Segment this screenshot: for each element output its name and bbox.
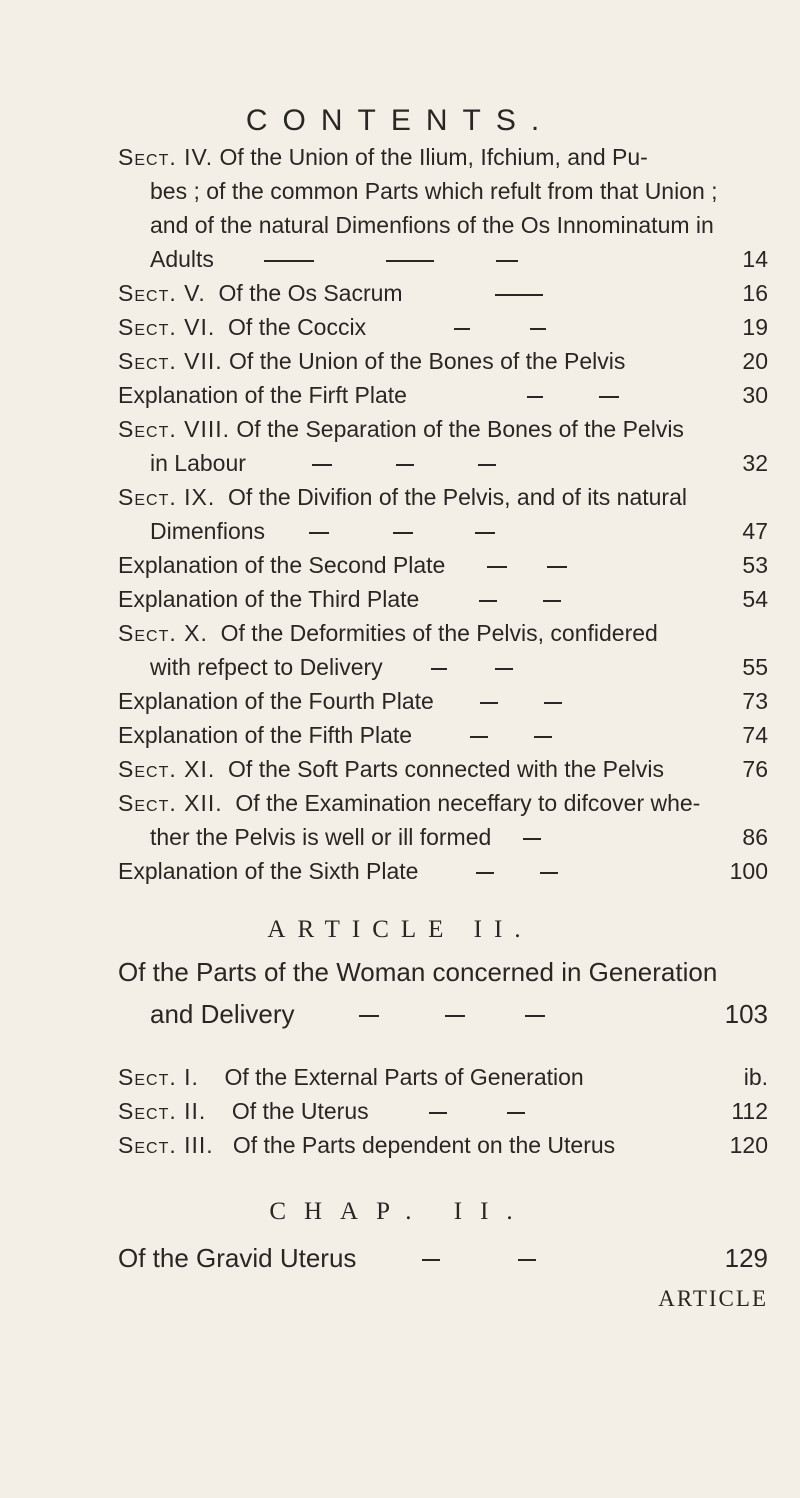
leader-dash <box>393 532 413 534</box>
entry-text: Of the Separation of the Bones of the Pelvis <box>236 416 684 442</box>
toc-entry <box>118 1238 768 1278</box>
entry-text: and of the natural Dimenfions of the Os Innominatum in <box>150 212 714 238</box>
toc-entry <box>118 718 768 752</box>
entry-text: with refpect to Delivery <box>150 654 383 680</box>
leader-dash <box>445 1015 465 1017</box>
leader-dash <box>478 464 496 466</box>
entry-text: bes ; of the common Parts which refult from that Union ; <box>150 178 718 204</box>
leader-dash <box>495 668 513 670</box>
page-number: 74 <box>742 722 768 748</box>
entry-text: in Labour <box>150 450 246 476</box>
toc-entry <box>118 684 768 718</box>
toc-entry <box>118 1128 768 1162</box>
leader-dash <box>476 872 494 874</box>
article-heading: ARTICLE II. <box>267 916 533 943</box>
section-label: Sect. X. <box>118 620 208 646</box>
leader-dash <box>386 260 434 262</box>
leader-dash <box>599 396 619 398</box>
toc-entry <box>118 140 768 276</box>
entry-text: Explanation of the Third Plate <box>118 586 420 612</box>
toc-entry <box>118 616 768 684</box>
leader-dash <box>312 464 332 466</box>
leader-dash <box>454 328 470 330</box>
page-number: 16 <box>742 280 768 306</box>
page-number: 19 <box>742 314 768 340</box>
page-number: 120 <box>729 1132 768 1158</box>
section-label: Sect. VII. <box>118 348 223 374</box>
section-label: Sect. V. <box>118 280 206 306</box>
leader-dash <box>479 600 497 602</box>
section-label: Sect. I. <box>118 1064 199 1090</box>
page-number: 30 <box>742 382 768 408</box>
entry-text: Of the Soft Parts connected with the Pelvis <box>228 756 664 782</box>
page-number: ib. <box>743 1064 768 1090</box>
page-number: 20 <box>742 348 768 374</box>
article-title <box>118 952 768 1036</box>
leader-dash <box>431 668 447 670</box>
leader-dash <box>496 260 518 262</box>
leader-dash <box>429 1112 447 1114</box>
leader-dash <box>544 702 562 704</box>
catchword: ARTICLE <box>658 1286 768 1311</box>
chapter-heading: CHAP. II. <box>269 1198 531 1225</box>
section-label: Sect. VI. <box>118 314 216 340</box>
entry-text: Explanation of the Second Plate <box>118 552 446 578</box>
entry-text: Of the Union of the Ilium, Ifchium, and Pu- <box>219 144 648 170</box>
leader-dash <box>495 294 543 296</box>
page-number: 55 <box>742 654 768 680</box>
entry-text: Of the Coccix <box>228 314 367 340</box>
toc-entry <box>118 480 768 548</box>
section-label: Sect. III. <box>118 1132 214 1158</box>
page-number: 100 <box>729 858 768 884</box>
entry-text: Of the Deformities of the Pelvis, confidered <box>220 620 658 646</box>
toc-entry <box>118 854 768 888</box>
page-number: 86 <box>742 824 768 850</box>
page-number: 103 <box>724 999 768 1029</box>
section-label: Sect. II. <box>118 1098 207 1124</box>
entry-text: Dimenfions <box>150 518 266 544</box>
entry-text: Explanation of the Fourth Plate <box>118 688 434 714</box>
leader-dash <box>525 1015 545 1017</box>
leader-dash <box>309 532 329 534</box>
entry-text: Of the Divifion of the Pelvis, and of its natural <box>228 484 687 510</box>
page-number: 129 <box>724 1243 768 1273</box>
page-number: 53 <box>742 552 768 578</box>
page-number: 32 <box>742 450 768 476</box>
leader-dash <box>264 260 314 262</box>
entry-text: Of the Examination neceffary to difcover whe- <box>235 790 701 816</box>
section-label: Sect. XII. <box>118 790 223 816</box>
leader-dash <box>534 736 552 738</box>
toc-entry <box>118 1094 768 1128</box>
entry-text: Of the External Parts of Generation <box>224 1064 584 1090</box>
entry-text: Of the Os Sacrum <box>218 280 403 306</box>
toc-entry <box>118 276 768 310</box>
toc-entry <box>118 786 768 854</box>
leader-dash <box>396 464 414 466</box>
section-label: Sect. VIII. <box>118 416 231 442</box>
page-number: 112 <box>731 1098 768 1124</box>
toc-entry <box>118 310 768 344</box>
page-number: 14 <box>742 246 768 272</box>
section-label: Sect. XI. <box>118 756 216 782</box>
leader-dash <box>359 1015 379 1017</box>
leader-dash <box>480 702 498 704</box>
entry-text: ther the Pelvis is well or ill formed <box>150 824 492 850</box>
toc-entry <box>118 344 768 378</box>
toc-entry <box>118 378 768 412</box>
toc-entry <box>118 1060 768 1094</box>
toc-entry <box>118 548 768 582</box>
entry-text: Explanation of the Fifth Plate <box>118 722 413 748</box>
leader-dash <box>543 600 561 602</box>
leader-dash <box>547 566 567 568</box>
leader-dash <box>422 1259 440 1261</box>
leader-dash <box>475 532 495 534</box>
leader-dash <box>470 736 488 738</box>
leader-dash <box>527 396 543 398</box>
entry-text: Explanation of the Firft Plate <box>118 382 407 408</box>
article-title-line: and Delivery <box>150 999 295 1029</box>
leader-dash <box>518 1259 536 1261</box>
running-head: CONTENTS. <box>245 104 555 137</box>
page-number: 73 <box>742 688 768 714</box>
chapter-title: Of the Gravid Uterus <box>118 1243 357 1273</box>
page-number: 54 <box>742 586 768 612</box>
entry-text: Explanation of the Sixth Plate <box>118 858 419 884</box>
leader-dash <box>523 838 541 840</box>
entry-text: Of the Union of the Bones of the Pelvis <box>229 348 626 374</box>
toc-entry <box>118 752 768 786</box>
leader-dash <box>507 1112 525 1114</box>
leader-dash <box>540 872 558 874</box>
page-number: 76 <box>742 756 768 782</box>
leader-dash <box>487 566 507 568</box>
toc-entry <box>118 582 768 616</box>
section-label: Sect. IX. <box>118 484 216 510</box>
leader-dash <box>530 328 546 330</box>
entry-text: Of the Parts dependent on the Uterus <box>232 1132 616 1158</box>
page-number: 47 <box>742 518 768 544</box>
entry-text: Adults <box>150 246 214 272</box>
toc-entry <box>118 412 768 480</box>
entry-text: Of the Uterus <box>231 1098 369 1124</box>
section-label: Sect. IV. <box>118 144 214 170</box>
article-title-line: Of the Parts of the Woman concerned in Generation <box>118 957 718 987</box>
